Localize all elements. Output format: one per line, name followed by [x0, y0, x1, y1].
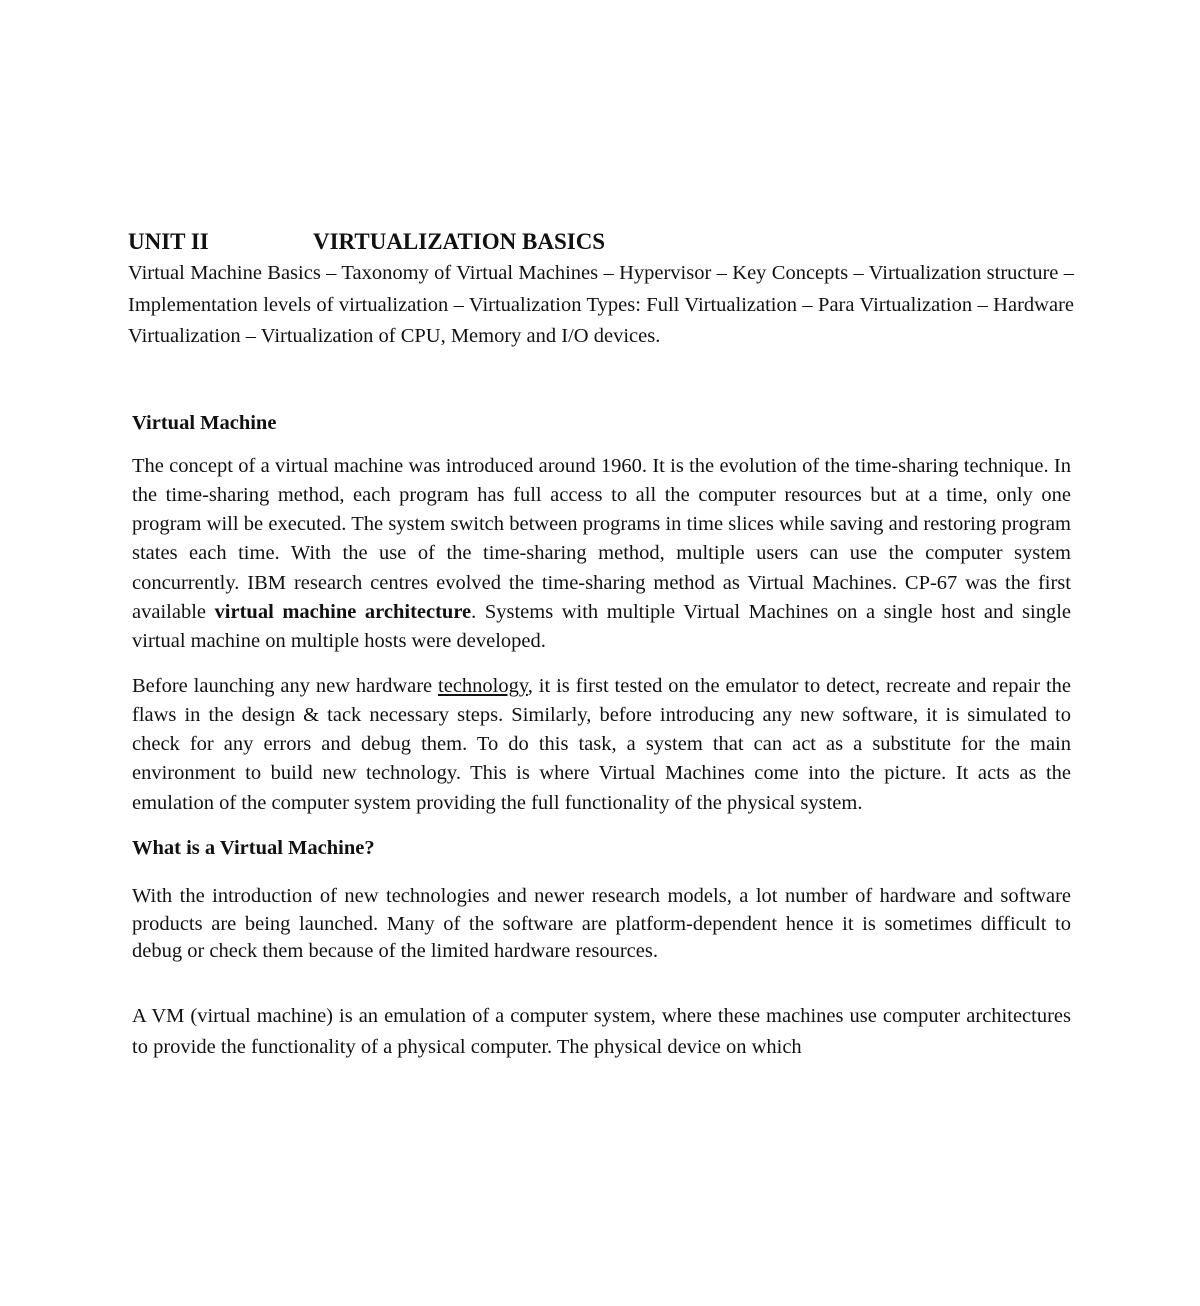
unit-title: VIRTUALIZATION BASICS — [313, 229, 606, 254]
emulation-text-start: Before launching any new hardware — [132, 674, 439, 697]
history-text-start: The concept of a virtual machine was introduced around 1960. It is the evolution of the time-sharing technique. In the time-sharing method, each program has full access to all the computer resources but at a time, only one program will be executed. The system switch between programs in time slices while saving and restoring program states each time. With the use of the time-sharing method, multiple users can use the computer system concurrently. IBM research centres evolved the time-sharing method as Virtual Machines. CP-67 was the first available — [132, 454, 1071, 623]
unit-heading — [128, 226, 1074, 258]
unit-number: UNIT II — [128, 229, 209, 254]
what-is-vm-intro-paragraph: With the introduction of new technologies and newer research models, a lot number of hardware and software products are being launched. Many of the software are platform-dependent hence it is sometimes difficult to debug or check them because of the limited hardware resources. — [132, 885, 1071, 963]
virtual-machine-heading: Virtual Machine — [132, 411, 277, 434]
technology-link[interactable]: technology — [438, 674, 528, 697]
history-text-end: . Systems with multiple Virtual Machines on a single host and single virtual machine on multiple hosts were developed. — [132, 600, 1071, 653]
virtual-machine-history-paragraph — [132, 452, 1071, 657]
history-bold-term: virtual machine architecture — [214, 600, 472, 623]
section-what-is-vm — [132, 834, 1071, 1063]
document-page — [128, 226, 1074, 1063]
syllabus-topics: Virtual Machine Basics – Taxonomy of Virtual Machines – Hypervisor – Key Concepts – Virtualization structure – Implementation levels of virtualization – Virtualization Types: Full Virtualization – Para Virtualization – Hardware Virtualization – Virtualization of CPU, Memory and I/O devices. — [128, 262, 1074, 347]
section-virtual-machine — [132, 409, 1071, 819]
emulation-text-end: , it is first tested on the emulator to detect, recreate and repair the flaws in the design & tack necessary steps. Similarly, before introducing any new software, it is simulated to check for any errors and debug them. To do this task, a system that can act as a substitute for the main environment to build new technology. This is where Virtual Machines come into the picture. It acts as the emulation of the computer system providing the full functionality of the physical system. — [132, 674, 1071, 814]
what-is-vm-heading: What is a Virtual Machine? — [132, 837, 375, 860]
virtual-machine-emulation-paragraph — [132, 672, 1071, 818]
what-is-vm-definition-paragraph: A VM (virtual machine) is an emulation of a computer system, where these machines use computer architectures to provide the functionality of a physical computer. The physical device on which — [132, 1004, 1071, 1058]
